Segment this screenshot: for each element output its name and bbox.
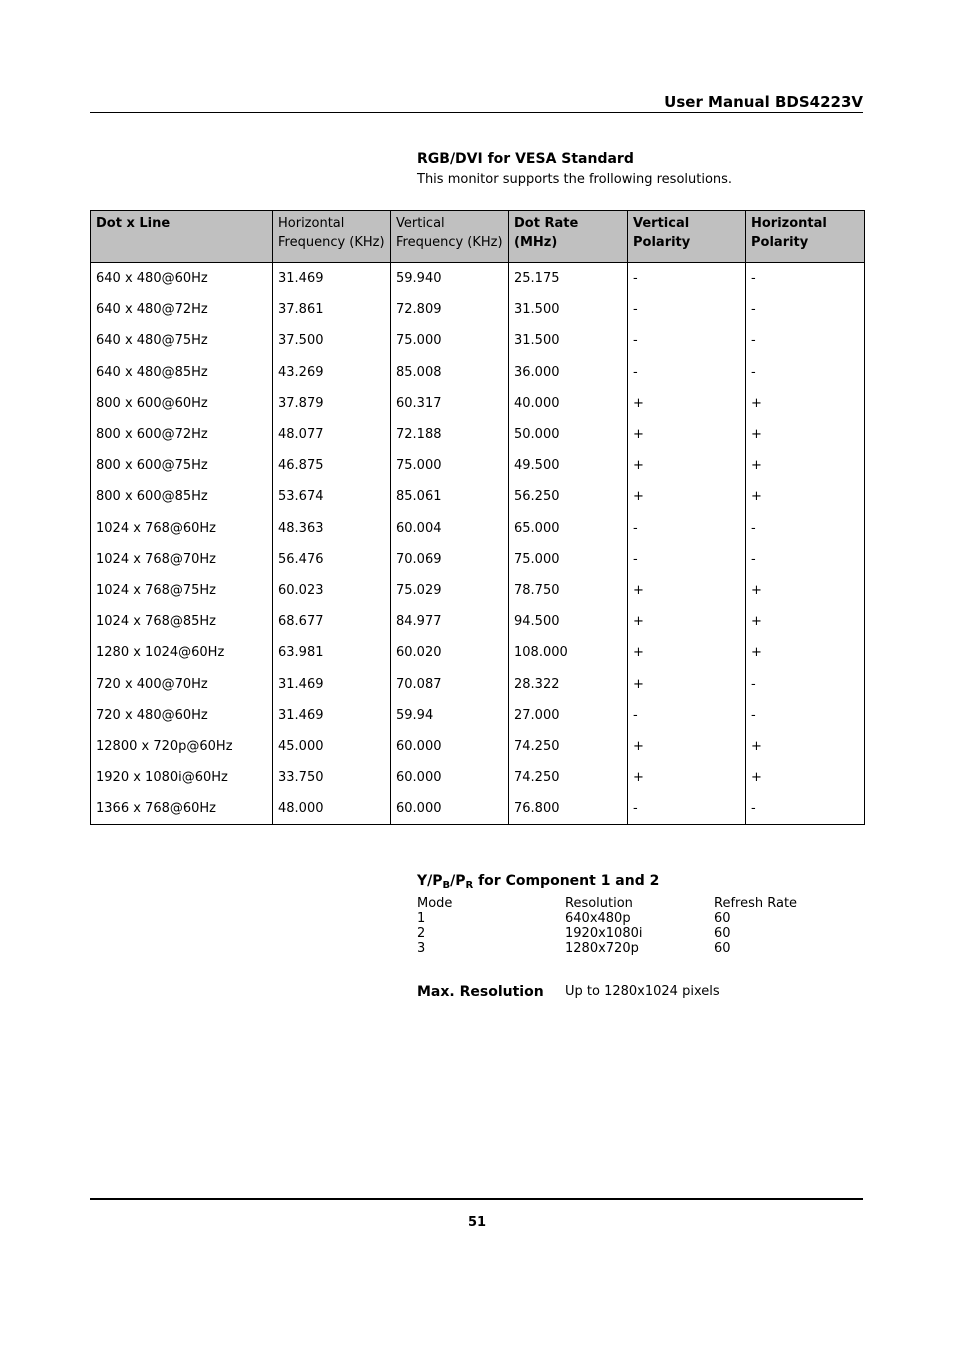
title-part: Y/P <box>417 873 443 889</box>
cell-horizontal-frequency: 37.879 <box>273 388 391 419</box>
cell-dot-rate: 74.250 <box>509 731 628 762</box>
cell-dot-line: 1024 x 768@60Hz <box>91 513 273 544</box>
cell-horizontal-polarity: + <box>746 637 865 668</box>
cell-vertical-polarity: + <box>628 575 746 606</box>
cell-mode: 2 <box>417 926 426 941</box>
cell-vertical-polarity: - <box>628 700 746 731</box>
cell-vertical-polarity: + <box>628 481 746 512</box>
cell-dot-rate: 75.000 <box>509 544 628 575</box>
cell-vertical-frequency: 85.008 <box>391 357 509 388</box>
list-item <box>417 926 814 941</box>
cell-dot-line: 720 x 480@60Hz <box>91 700 273 731</box>
cell-horizontal-frequency: 48.077 <box>273 419 391 450</box>
title-part: for Component 1 and 2 <box>473 873 660 889</box>
header-horizontal-polarity <box>746 211 865 263</box>
cell-vertical-frequency: 60.000 <box>391 762 509 793</box>
cell-vertical-frequency: 70.087 <box>391 668 509 699</box>
cell-vertical-frequency: 70.069 <box>391 544 509 575</box>
cell-dot-rate: 56.250 <box>509 481 628 512</box>
cell-horizontal-polarity: - <box>746 294 865 325</box>
cell-dot-rate: 78.750 <box>509 575 628 606</box>
table-row <box>91 575 865 606</box>
cell-dot-line: 640 x 480@75Hz <box>91 325 273 356</box>
cell-horizontal-polarity: + <box>746 731 865 762</box>
cell-horizontal-frequency: 56.476 <box>273 544 391 575</box>
cell-dot-line: 800 x 600@75Hz <box>91 450 273 481</box>
cell-dot-rate: 108.000 <box>509 637 628 668</box>
document-title: User Manual BDS4223V <box>664 93 863 111</box>
list-item <box>417 911 814 926</box>
cell-dot-rate: 94.500 <box>509 606 628 637</box>
cell-horizontal-frequency: 53.674 <box>273 481 391 512</box>
cell-vertical-polarity: - <box>628 263 746 295</box>
cell-mode: 3 <box>417 941 426 956</box>
max-resolution-value: Up to 1280x1024 pixels <box>565 984 720 999</box>
cell-dot-line: 12800 x 720p@60Hz <box>91 731 273 762</box>
cell-horizontal-polarity: - <box>746 700 865 731</box>
cell-dot-line: 640 x 480@85Hz <box>91 357 273 388</box>
table-header-row <box>91 211 865 263</box>
cell-vertical-polarity: - <box>628 544 746 575</box>
component-header-row <box>417 896 814 911</box>
cell-vertical-frequency: 60.000 <box>391 793 509 825</box>
cell-vertical-frequency: 60.004 <box>391 513 509 544</box>
cell-dot-rate: 40.000 <box>509 388 628 419</box>
cell-dot-rate: 31.500 <box>509 294 628 325</box>
cell-horizontal-polarity: + <box>746 481 865 512</box>
cell-vertical-polarity: + <box>628 606 746 637</box>
vesa-section-subtitle: This monitor supports the frollowing resolutions. <box>417 172 733 187</box>
cell-horizontal-frequency: 33.750 <box>273 762 391 793</box>
cell-vertical-frequency: 85.061 <box>391 481 509 512</box>
vesa-section-title: RGB/DVI for VESA Standard <box>417 151 634 167</box>
cell-horizontal-polarity: - <box>746 793 865 825</box>
title-part: /P <box>450 873 466 889</box>
header-horizontal-frequency <box>273 211 391 263</box>
cell-horizontal-polarity: + <box>746 450 865 481</box>
cell-dot-line: 800 x 600@85Hz <box>91 481 273 512</box>
cell-dot-line: 800 x 600@60Hz <box>91 388 273 419</box>
table-row <box>91 762 865 793</box>
table-row <box>91 263 865 295</box>
cell-dot-line: 1024 x 768@85Hz <box>91 606 273 637</box>
cell-horizontal-frequency: 31.469 <box>273 700 391 731</box>
cell-dot-rate: 25.175 <box>509 263 628 295</box>
table-row <box>91 700 865 731</box>
component-mode-table <box>417 896 814 956</box>
column-mode: Mode <box>417 896 453 911</box>
cell-dot-line: 1024 x 768@70Hz <box>91 544 273 575</box>
table-row <box>91 388 865 419</box>
cell-horizontal-frequency: 68.677 <box>273 606 391 637</box>
cell-vertical-polarity: + <box>628 388 746 419</box>
cell-dot-line: 1280 x 1024@60Hz <box>91 637 273 668</box>
cell-horizontal-polarity: + <box>746 388 865 419</box>
cell-vertical-frequency: 75.000 <box>391 325 509 356</box>
cell-horizontal-frequency: 43.269 <box>273 357 391 388</box>
header-line-1: Vertical <box>396 216 445 231</box>
cell-horizontal-frequency: 37.861 <box>273 294 391 325</box>
cell-horizontal-polarity: - <box>746 668 865 699</box>
cell-dot-rate: 31.500 <box>509 325 628 356</box>
column-refresh-rate: Refresh Rate <box>714 896 798 911</box>
cell-vertical-polarity: + <box>628 731 746 762</box>
cell-dot-line: 800 x 600@72Hz <box>91 419 273 450</box>
header-line-1: Dot Rate <box>514 216 579 231</box>
cell-horizontal-polarity: - <box>746 325 865 356</box>
component-section-title <box>417 873 659 891</box>
table-row <box>91 294 865 325</box>
table-row <box>91 544 865 575</box>
cell-dot-rate: 27.000 <box>509 700 628 731</box>
cell-dot-rate: 65.000 <box>509 513 628 544</box>
table-row <box>91 513 865 544</box>
cell-horizontal-frequency: 37.500 <box>273 325 391 356</box>
cell-vertical-polarity: + <box>628 450 746 481</box>
cell-dot-rate: 74.250 <box>509 762 628 793</box>
table-row <box>91 450 865 481</box>
cell-vertical-polarity: - <box>628 325 746 356</box>
header-vertical-frequency <box>391 211 509 263</box>
header-line-1: Vertical <box>633 216 690 231</box>
cell-vertical-polarity: - <box>628 357 746 388</box>
cell-vertical-frequency: 60.317 <box>391 388 509 419</box>
header-dot-line <box>91 211 273 263</box>
cell-resolution: 640x480p <box>565 911 631 926</box>
cell-horizontal-frequency: 46.875 <box>273 450 391 481</box>
cell-vertical-polarity: + <box>628 762 746 793</box>
header-divider <box>90 112 863 113</box>
header-dot-rate <box>509 211 628 263</box>
max-resolution-label: Max. Resolution <box>417 984 544 1000</box>
header-line-2: Polarity <box>633 235 691 250</box>
footer-divider <box>90 1198 863 1200</box>
cell-dot-rate: 28.322 <box>509 668 628 699</box>
header-line-2: Frequency (KHz) <box>396 235 503 250</box>
cell-dot-line: 1920 x 1080i@60Hz <box>91 762 273 793</box>
cell-dot-rate: 36.000 <box>509 357 628 388</box>
cell-vertical-frequency: 72.188 <box>391 419 509 450</box>
cell-horizontal-polarity: - <box>746 513 865 544</box>
cell-horizontal-frequency: 31.469 <box>273 668 391 699</box>
cell-horizontal-frequency: 48.000 <box>273 793 391 825</box>
list-item <box>417 941 814 956</box>
cell-dot-rate: 50.000 <box>509 419 628 450</box>
cell-vertical-frequency: 75.029 <box>391 575 509 606</box>
cell-vertical-frequency: 60.000 <box>391 731 509 762</box>
cell-dot-line: 720 x 400@70Hz <box>91 668 273 699</box>
cell-horizontal-polarity: - <box>746 544 865 575</box>
cell-vertical-polarity: + <box>628 668 746 699</box>
cell-vertical-frequency: 72.809 <box>391 294 509 325</box>
cell-dot-rate: 49.500 <box>509 450 628 481</box>
table-row <box>91 637 865 668</box>
header-line-1: Horizontal <box>751 216 827 231</box>
cell-vertical-frequency: 84.977 <box>391 606 509 637</box>
cell-horizontal-polarity: + <box>746 419 865 450</box>
cell-horizontal-polarity: + <box>746 762 865 793</box>
cell-dot-line: 1024 x 768@75Hz <box>91 575 273 606</box>
table-row <box>91 731 865 762</box>
table-row <box>91 325 865 356</box>
cell-horizontal-frequency: 31.469 <box>273 263 391 295</box>
cell-resolution: 1920x1080i <box>565 926 643 941</box>
cell-refresh-rate: 60 <box>714 911 731 926</box>
subscript-b: B <box>442 880 451 891</box>
cell-refresh-rate: 60 <box>714 941 731 956</box>
cell-vertical-frequency: 59.940 <box>391 263 509 295</box>
cell-vertical-polarity: - <box>628 793 746 825</box>
header-line-2: Polarity <box>751 235 809 250</box>
cell-horizontal-frequency: 45.000 <box>273 731 391 762</box>
cell-vertical-polarity: + <box>628 637 746 668</box>
table-row <box>91 357 865 388</box>
header-line-1: Horizontal <box>278 216 345 231</box>
table-row <box>91 481 865 512</box>
cell-horizontal-frequency: 48.363 <box>273 513 391 544</box>
cell-dot-rate: 76.800 <box>509 793 628 825</box>
cell-vertical-frequency: 75.000 <box>391 450 509 481</box>
cell-horizontal-frequency: 60.023 <box>273 575 391 606</box>
cell-dot-line: 1366 x 768@60Hz <box>91 793 273 825</box>
vesa-resolution-table <box>90 210 865 825</box>
cell-vertical-polarity: - <box>628 513 746 544</box>
cell-vertical-frequency: 60.020 <box>391 637 509 668</box>
table-row <box>91 668 865 699</box>
cell-dot-line: 640 x 480@72Hz <box>91 294 273 325</box>
subscript-r: R <box>465 880 474 891</box>
cell-horizontal-frequency: 63.981 <box>273 637 391 668</box>
cell-horizontal-polarity: - <box>746 263 865 295</box>
header-line-2: (MHz) <box>514 235 558 250</box>
header-line-2: Frequency (KHz) <box>278 235 385 250</box>
header-line-1: Dot x Line <box>96 216 171 231</box>
cell-horizontal-polarity: - <box>746 357 865 388</box>
cell-vertical-polarity: + <box>628 419 746 450</box>
cell-dot-line: 640 x 480@60Hz <box>91 263 273 295</box>
header-vertical-polarity <box>628 211 746 263</box>
cell-horizontal-polarity: + <box>746 575 865 606</box>
cell-vertical-polarity: - <box>628 294 746 325</box>
table-row <box>91 419 865 450</box>
cell-resolution: 1280x720p <box>565 941 639 956</box>
cell-horizontal-polarity: + <box>746 606 865 637</box>
cell-mode: 1 <box>417 911 426 926</box>
page-number: 51 <box>467 1215 487 1230</box>
cell-refresh-rate: 60 <box>714 926 731 941</box>
cell-vertical-frequency: 59.94 <box>391 700 509 731</box>
column-resolution: Resolution <box>565 896 633 911</box>
table-row <box>91 793 865 825</box>
table-row <box>91 606 865 637</box>
